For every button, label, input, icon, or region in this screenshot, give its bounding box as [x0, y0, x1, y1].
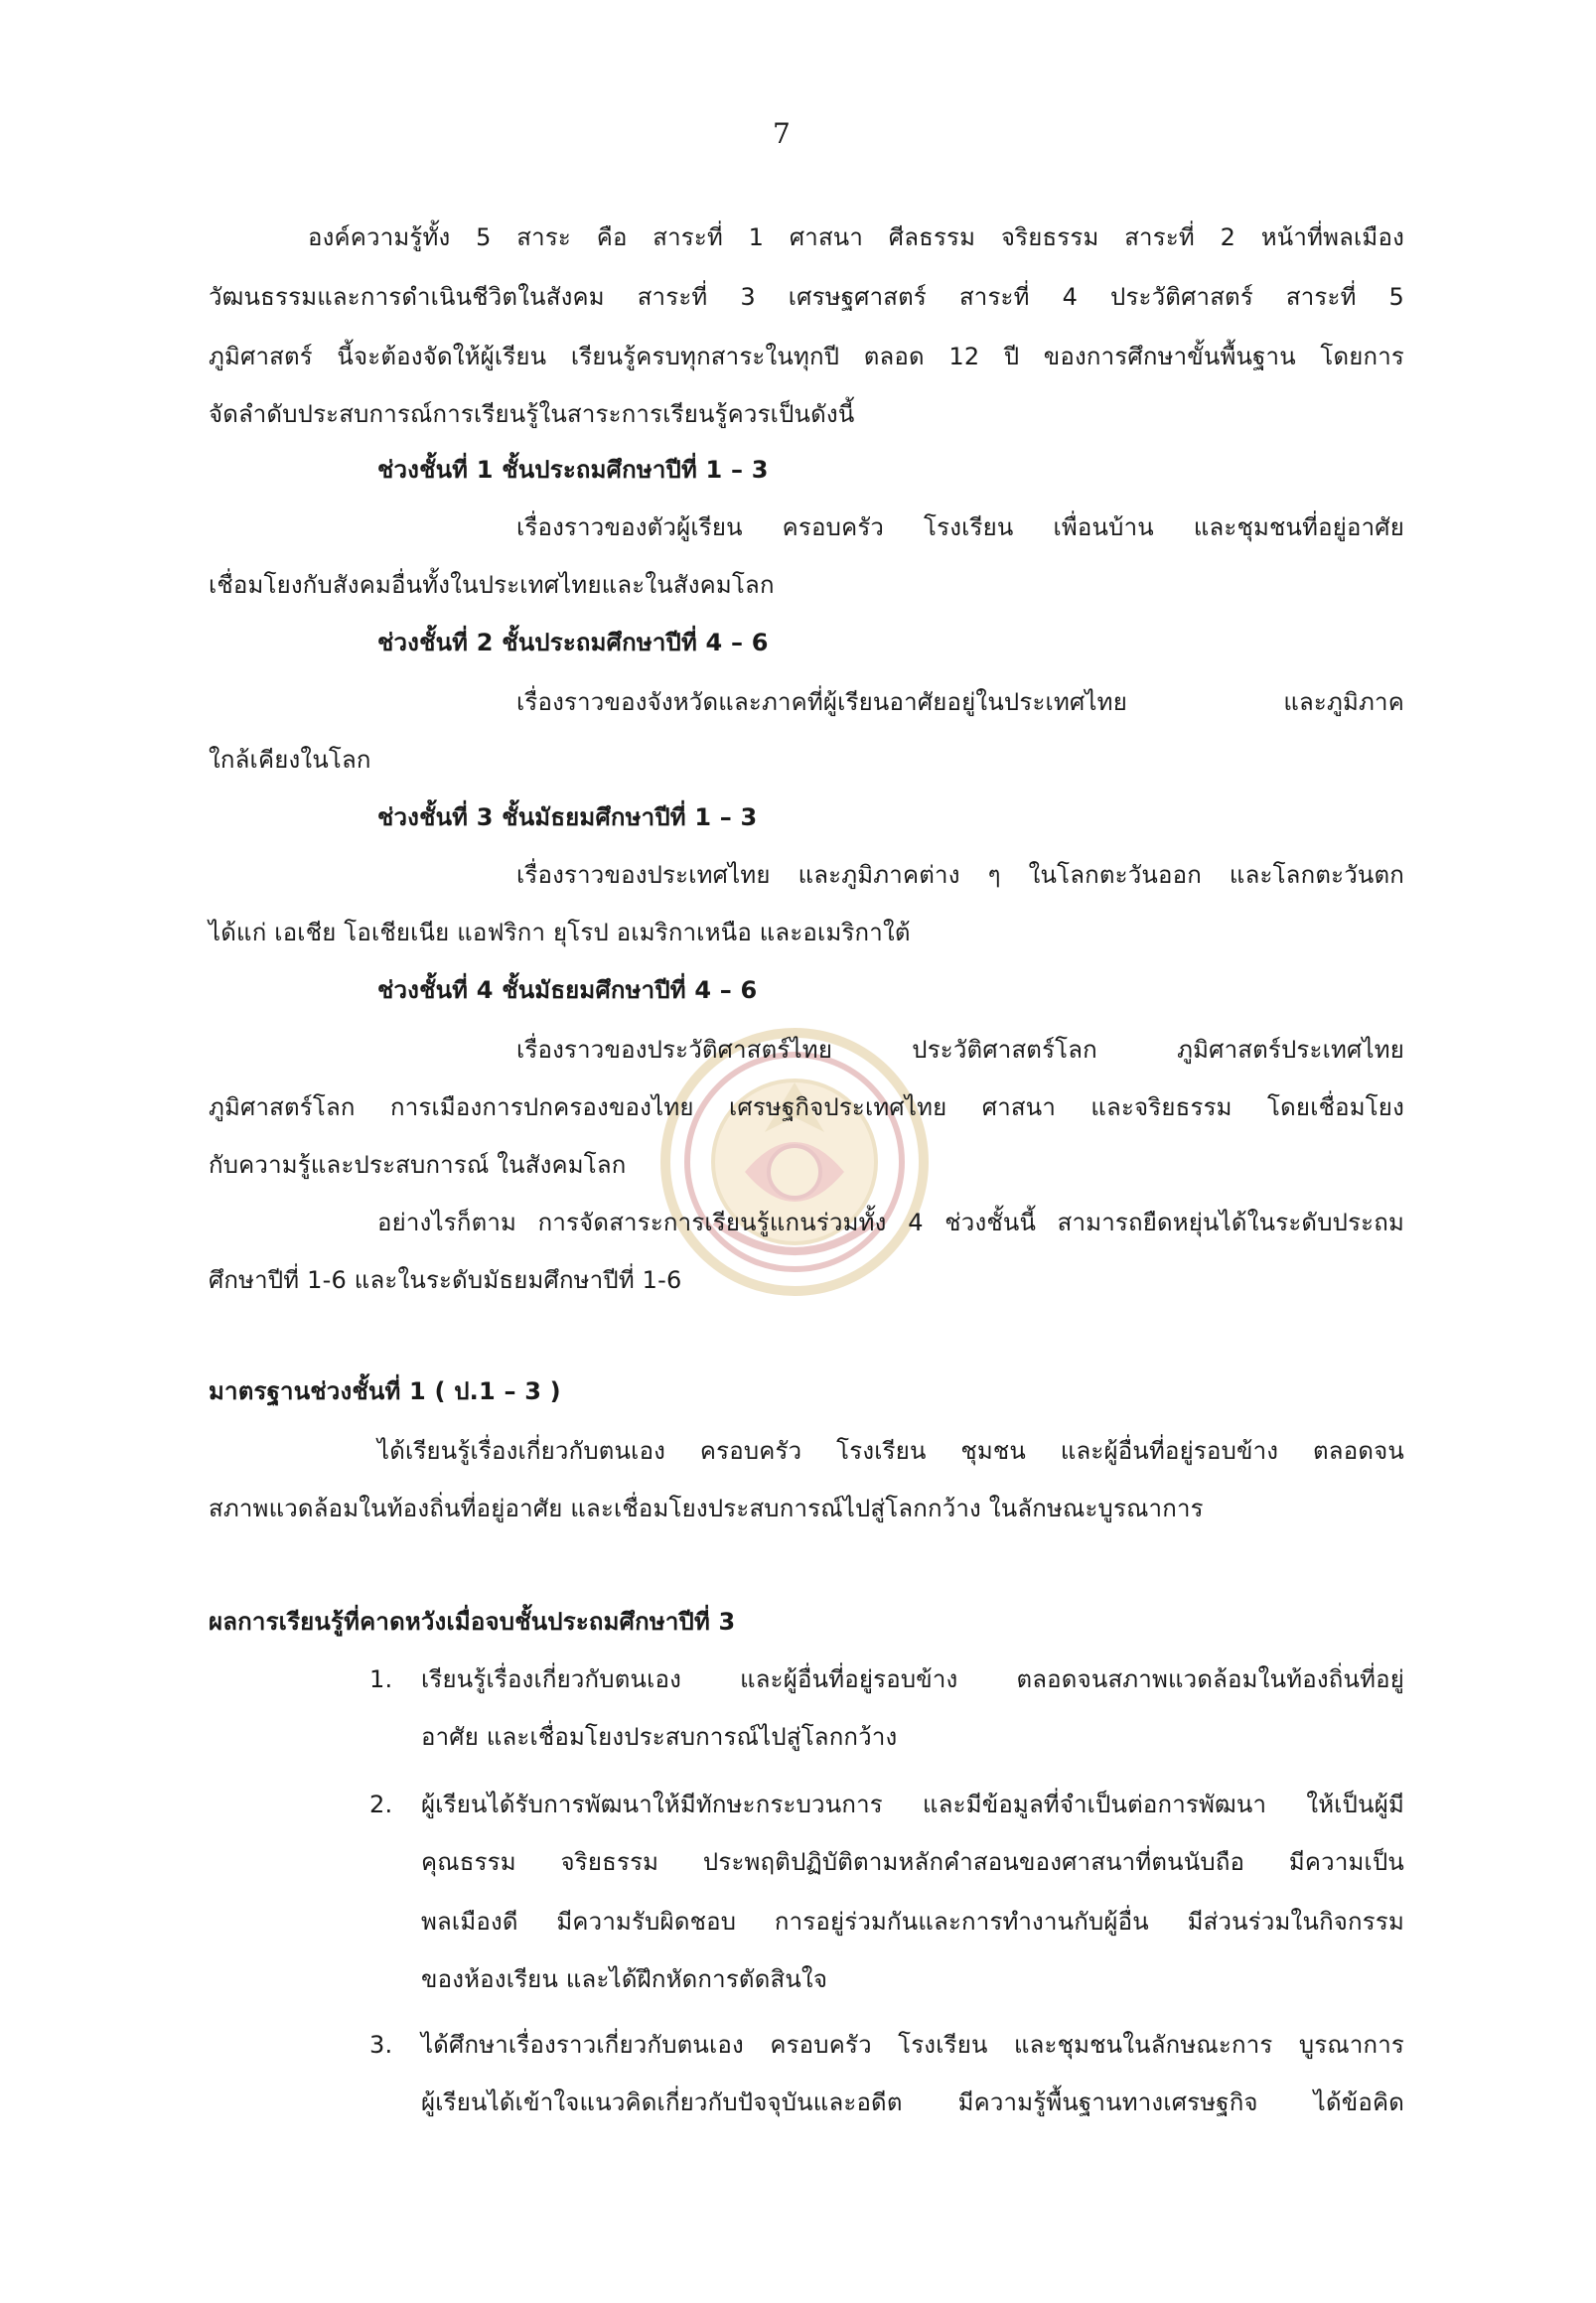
page-number: 7 — [773, 117, 791, 150]
list-item-line: พลเมืองดี มีความรับผิดชอบ การอยู่ร่วมกันและการทำงานกับผู้อื่น มีส่วนร่วมในกิจกรรม — [421, 1908, 1404, 1936]
level-line: ภูมิศาสตร์โลก การเมืองการปกครองของไทย เศรษฐกิจประเทศไทย ศาสนา และจริยธรรม โดยเชื่อมโยง — [209, 1093, 1404, 1121]
level-heading: ช่วงชั้นที่ 3 ชั้นมัธยมศึกษาปีที่ 1 – 3 — [377, 803, 758, 831]
outcomes-heading: ผลการเรียนรู้ที่คาดหวังเมื่อจบชั้นประถมศึกษาปีที่ 3 — [209, 1608, 736, 1636]
list-number: 3. — [369, 2031, 393, 2059]
list-item-line: ผู้เรียนได้เข้าใจแนวคิดเกี่ยวกับปัจจุบันและอดีต มีความรู้พื้นฐานทางเศรษฐกิจ ได้ข้อคิด — [421, 2088, 1404, 2116]
list-item-line: ได้ศึกษาเรื่องราวเกี่ยวกับตนเอง ครอบครัว โรงเรียน และชุมชนในลักษณะการ บูรณาการ — [421, 2031, 1404, 2059]
list-item-line: อาศัย และเชื่อมโยงประสบการณ์ไปสู่โลกกว้าง — [421, 1723, 898, 1751]
standard-line: ได้เรียนรู้เรื่องเกี่ยวกับตนเอง ครอบครัว โรงเรียน ชุมชน และผู้อื่นที่อยู่รอบข้าง ตลอดจน — [377, 1437, 1404, 1465]
intro-line: วัฒนธรรมและการดำเนินชีวิตในสังคม สาระที่ 3 เศรษฐศาสตร์ สาระที่ 4 ประวัติศาสตร์ สาระที่ 5 — [209, 283, 1404, 311]
level-heading: ช่วงชั้นที่ 4 ชั้นมัธยมศึกษาปีที่ 4 – 6 — [377, 976, 758, 1004]
level-line: เรื่องราวของตัวผู้เรียน ครอบครัว โรงเรียน เพื่อนบ้าน และชุมชนที่อยู่อาศัย — [516, 513, 1404, 541]
level-line: เรื่องราวของประเทศไทย และภูมิภาคต่าง ๆ ในโลกตะวันออก และโลกตะวันตก — [516, 861, 1404, 889]
level-heading: ช่วงชั้นที่ 1 ชั้นประถมศึกษาปีที่ 1 – 3 — [377, 456, 769, 484]
intro-line: องค์ความรู้ทั้ง 5 สาระ คือ สาระที่ 1 ศาสนา ศีลธรรม จริยธรรม สาระที่ 2 หน้าที่พลเมือง — [308, 223, 1404, 251]
list-item-line: คุณธรรม จริยธรรม ประพฤติปฏิบัติตามหลักคำสอนของศาสนาที่ตนนับถือ มีความเป็น — [421, 1848, 1404, 1876]
level-line: เชื่อมโยงกับสังคมอื่นทั้งในประเทศไทยและในสังคมโลก — [209, 571, 775, 599]
list-number: 1. — [369, 1665, 393, 1693]
standard-line: สภาพแวดล้อมในท้องถิ่นที่อยู่อาศัย และเชื่อมโยงประสบการณ์ไปสู่โลกกว้าง ในลักษณะบูรณาการ — [209, 1495, 1204, 1522]
list-item-line: เรียนรู้เรื่องเกี่ยวกับตนเอง และผู้อื่นที่อยู่รอบข้าง ตลอดจนสภาพแวดล้อมในท้องถิ่นที่อยู่ — [421, 1665, 1404, 1693]
standard-heading: มาตรฐานช่วงชั้นที่ 1 ( ป.1 – 3 ) — [209, 1377, 561, 1405]
list-number: 2. — [369, 1791, 393, 1818]
level-line: ได้แก่ เอเชีย โอเชียเนีย แอฟริกา ยุโรป อเมริกาเหนือ และอเมริกาใต้ — [209, 919, 911, 946]
level-heading: ช่วงชั้นที่ 2 ชั้นประถมศึกษาปีที่ 4 – 6 — [377, 629, 769, 656]
intro-line: ภูมิศาสตร์ นี้จะต้องจัดให้ผู้เรียน เรียนรู้ครบทุกสาระในทุกปี ตลอด 12 ปี ของการศึกษาขั้นพื้นฐาน โดยการ — [209, 343, 1404, 370]
note-line: อย่างไรก็ตาม การจัดสาระการเรียนรู้แกนร่วมทั้ง 4 ช่วงชั้นนี้ สามารถยืดหยุ่นได้ในระดับประถม — [377, 1209, 1404, 1236]
level-line: กับความรู้และประสบการณ์ ในสังคมโลก — [209, 1151, 627, 1179]
intro-line: จัดลำดับประสบการณ์การเรียนรู้ในสาระการเรียนรู้ควรเป็นดังนี้ — [209, 400, 855, 428]
list-item-line: ของห้องเรียน และได้ฝึกหัดการตัดสินใจ — [421, 1965, 828, 1993]
level-line: เรื่องราวของจังหวัดและภาคที่ผู้เรียนอาศัยอยู่ในประเทศไทย และภูมิภาค — [516, 688, 1404, 716]
level-line: เรื่องราวของประวัติศาสตร์ไทย ประวัติศาสตร์โลก ภูมิศาสตร์ประเทศไทย — [516, 1036, 1404, 1064]
note-line: ศึกษาปีที่ 1-6 และในระดับมัธยมศึกษาปีที่ 1-6 — [209, 1266, 682, 1294]
level-line: ใกล้เคียงในโลก — [209, 746, 371, 774]
list-item-line: ผู้เรียนได้รับการพัฒนาให้มีทักษะกระบวนการ และมีข้อมูลที่จำเป็นต่อการพัฒนา ให้เป็นผู้มี — [421, 1791, 1404, 1818]
